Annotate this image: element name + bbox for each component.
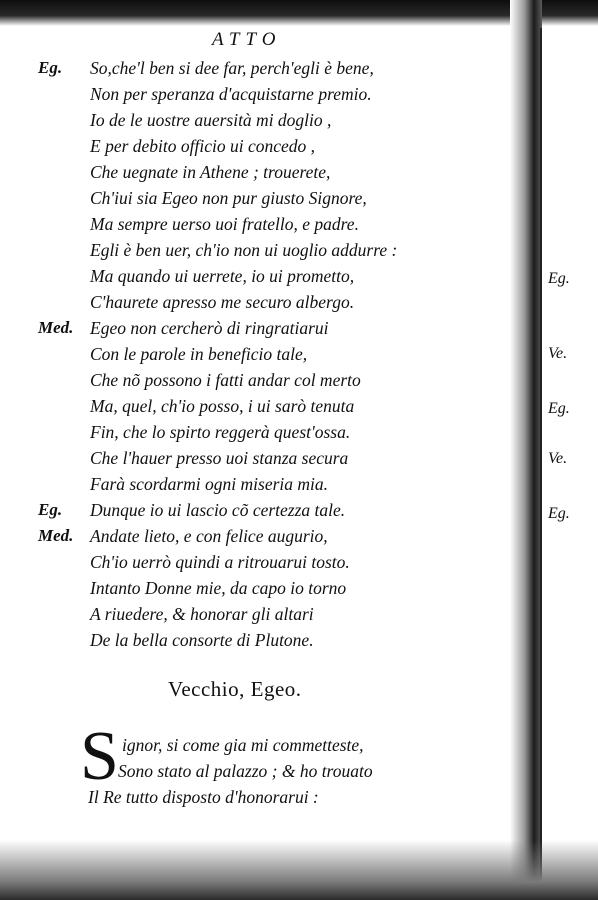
verse-text: Che uegnate in Athene ; trouerete, [90, 162, 331, 182]
verse-text: Che l'hauer presso uoi stanza secura [90, 448, 349, 468]
closing-line-2: Sono stato al palazzo ; & ho trouato [118, 761, 373, 781]
verse-text: Ma quando ui uerrete, io ui prometto, [90, 266, 355, 286]
verse-line [38, 419, 508, 445]
verse-dialogue [38, 55, 508, 653]
drop-capital: S [80, 718, 119, 795]
verse-text: Intanto Donne mie, da capo io torno [90, 578, 347, 598]
verse-line [38, 211, 508, 237]
verse-text: Farà scordarmi ogni miseria mia. [90, 474, 329, 494]
verse-text: Ma, quel, ch'io posso, i ui sarò tenuta [90, 396, 355, 416]
verse-text: Ch'io uerrò quindi a ritrouarui tosto. [90, 552, 350, 572]
speaker-label: Med. [38, 318, 74, 337]
page-bottom-shadow [0, 840, 598, 900]
verse-text: Ch'iui sia Egeo non pur giusto Signore, [90, 188, 367, 208]
verse-text: C'haurete apresso me securo albergo. [90, 292, 355, 312]
verse-line [38, 185, 508, 211]
verse-text: A riuedere, & honorar gli altari [90, 604, 314, 624]
facing-page-speaker: Eg. [548, 270, 570, 287]
verse-text: Egli è ben uer, ch'io non ui uoglio addurre : [90, 240, 398, 260]
verse-line [38, 315, 508, 341]
verse-line [38, 237, 508, 263]
speaker-label: Eg. [38, 58, 63, 77]
running-head: ATTO [212, 29, 282, 50]
verse-text: Egeo non cercherò di ringratiarui [90, 318, 329, 338]
verse-line [38, 263, 508, 289]
verse-text: So,che'l ben si dee far, perch'egli è bene, [90, 58, 374, 78]
verse-text: Che nõ possono i fatti andar col merto [90, 370, 361, 390]
closing-line-3: Il Re tutto disposto d'honorarui : [88, 787, 319, 807]
facing-page-speaker: Ve. [548, 345, 568, 362]
verse-line [38, 159, 508, 185]
speaker-label: Eg. [38, 500, 63, 519]
facing-page-speaker: Eg. [548, 505, 570, 522]
closing-line-1: ignor, si come gia mi commetteste, [122, 735, 364, 755]
verse-line [38, 445, 508, 471]
verse-text: De la bella consorte di Plutone. [90, 630, 314, 650]
verse-line [38, 81, 508, 107]
book-gutter [510, 0, 542, 900]
verse-text: Io de le uostre auersità mi doglio , [90, 110, 332, 130]
verse-line [38, 471, 508, 497]
scene-heading: Vecchio, Egeo. [168, 677, 302, 701]
facing-page-speaker: Eg. [548, 400, 570, 417]
verse-line [38, 549, 508, 575]
verse-line [38, 341, 508, 367]
verse-text: Andate lieto, e con felice augurio, [90, 526, 328, 546]
verse-text: Con le parole in beneficio tale, [90, 344, 308, 364]
verse-line [38, 367, 508, 393]
verse-text: Dunque io ui lascio cõ certezza tale. [90, 500, 346, 520]
verse-text: Ma sempre uerso uoi fratello, e padre. [90, 214, 359, 234]
verse-line [38, 133, 508, 159]
verse-line [38, 497, 508, 523]
verse-line [38, 575, 508, 601]
verse-line [38, 393, 508, 419]
facing-page-speaker: Ve. [548, 450, 568, 467]
verse-text: Fin, che lo spirto reggerà quest'ossa. [90, 422, 351, 442]
verse-text: Non per speranza d'acquistarne premio. [90, 84, 372, 104]
page-top-shadow [0, 0, 598, 26]
verse-line [38, 601, 508, 627]
verse-line [38, 289, 508, 315]
verse-line [38, 107, 508, 133]
verse-line [38, 523, 508, 549]
speaker-label: Med. [38, 526, 74, 545]
verse-line [38, 627, 508, 653]
verse-text: E per debito officio ui concedo , [90, 136, 316, 156]
verse-line [38, 55, 508, 81]
